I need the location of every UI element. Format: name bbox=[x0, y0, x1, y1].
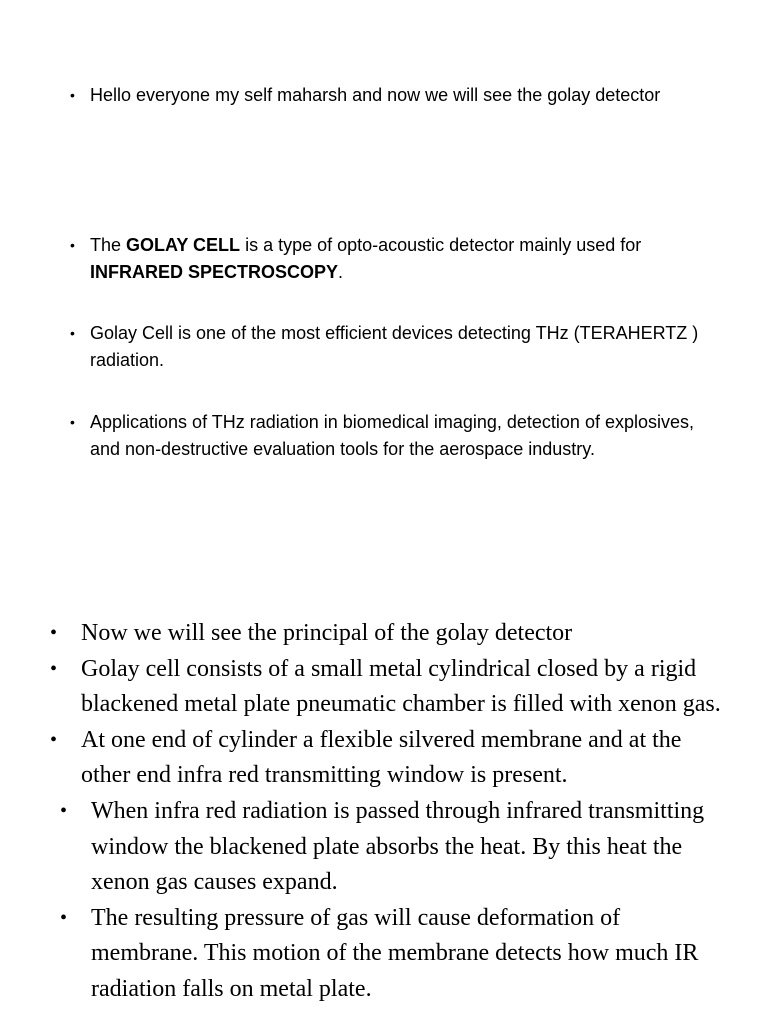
bullet-marker: • bbox=[60, 799, 68, 822]
bullet-marker: • bbox=[50, 728, 58, 751]
bullet-marker: • bbox=[70, 87, 75, 103]
bullet-marker: • bbox=[70, 325, 75, 341]
intro-bullet bbox=[70, 82, 710, 109]
bullet-marker: • bbox=[70, 237, 75, 253]
list-item bbox=[50, 901, 730, 1008]
list-item-text: The resulting pressure of gas will cause deformation of membrane. This motion of the membrane detects how much IR radiation falls on metal plate. bbox=[91, 904, 699, 1002]
text-run: The bbox=[90, 235, 127, 255]
principle-bullet-list bbox=[50, 616, 730, 1008]
list-item-text: At one end of cylinder a flexible silvered membrane and at the other end infra red transmitting window is present. bbox=[81, 726, 682, 789]
efficiency-bullet bbox=[70, 320, 710, 374]
list-item bbox=[50, 652, 730, 723]
intro-text: Hello everyone my self maharsh and now we will see the golay detector bbox=[90, 85, 661, 105]
applications-bullet bbox=[70, 409, 710, 463]
list-item bbox=[50, 794, 730, 901]
bullet-marker: • bbox=[50, 657, 58, 680]
applications-text: Applications of THz radiation in biomedical imaging, detection of explosives, and non-destructive evaluation tools for the aerospace industry. bbox=[90, 412, 694, 459]
bullet-marker: • bbox=[60, 906, 68, 929]
list-item bbox=[50, 616, 730, 652]
list-item-text: Now we will see the principal of the golay detector bbox=[81, 620, 573, 646]
text-run: is a type of opto-acoustic detector mainly used for bbox=[240, 235, 642, 255]
list-item-text: Golay cell consists of a small metal cylindrical closed by a rigid blackened metal plate pneumatic chamber is filled with xenon gas. bbox=[81, 655, 721, 718]
list-item-text: When infra red radiation is passed through infrared transmitting window the blackened plate absorbs the heat. By this heat the xenon gas causes expand. bbox=[91, 797, 705, 896]
infrared-spectroscopy-term: INFRARED SPECTROSCOPY bbox=[90, 262, 339, 282]
efficiency-text: Golay Cell is one of the most efficient devices detecting THz (TERAHERTZ ) radiation. bbox=[90, 323, 699, 370]
bullet-marker: • bbox=[50, 622, 58, 644]
golay-cell-definition-bullet bbox=[70, 232, 710, 286]
list-item bbox=[50, 723, 730, 794]
golay-cell-definition-text bbox=[90, 232, 710, 286]
bullet-marker: • bbox=[70, 414, 75, 430]
golay-cell-term: GOLAY CELL bbox=[126, 235, 241, 255]
text-run: . bbox=[338, 262, 344, 282]
